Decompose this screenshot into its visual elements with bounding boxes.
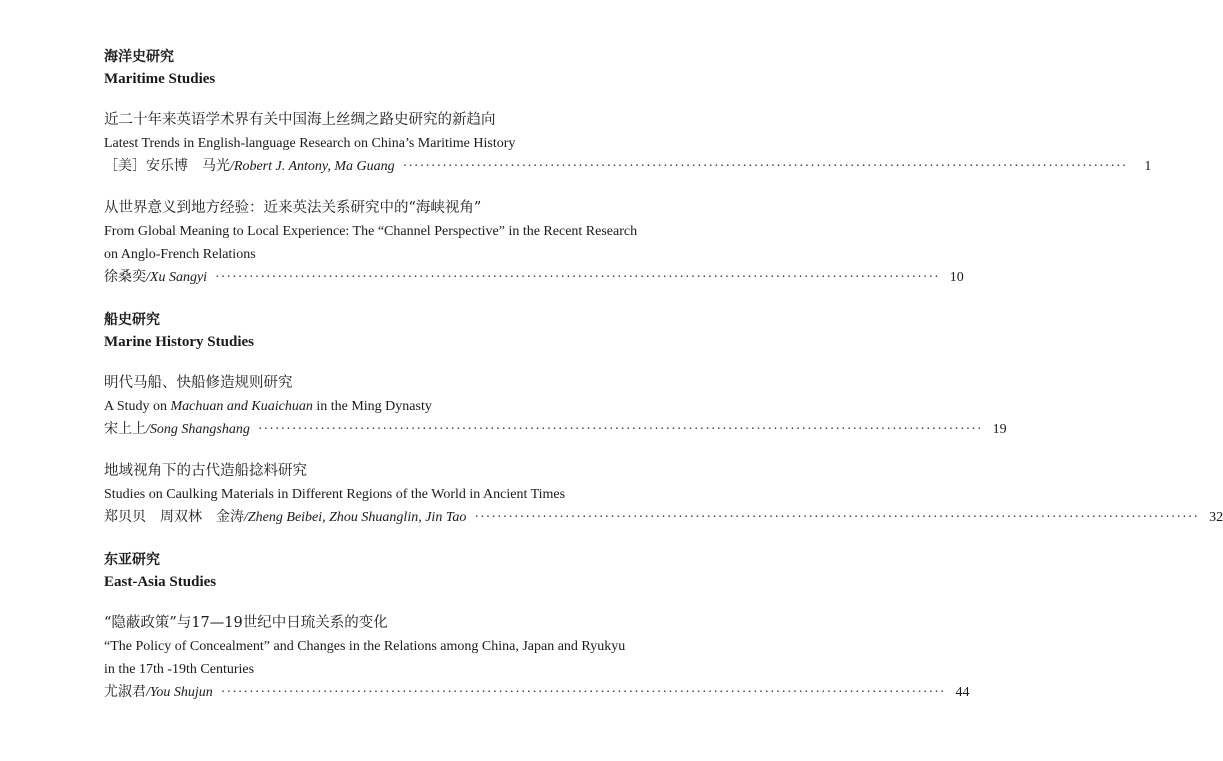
author-line	[104, 266, 964, 289]
section-title-en: East-Asia Studies	[104, 574, 217, 590]
author-line	[104, 418, 1007, 441]
article-title-en: Studies on Caulking Materials in Different Regions of the World in Ancient Times	[104, 487, 566, 502]
article-title-en: “The Policy of Concealment” and Changes in the Relations among China, Japan and Ryukyu	[104, 639, 626, 654]
section-title-en: Maritime Studies	[104, 71, 216, 87]
author-en: /Robert J. Antony, Ma Guang	[230, 159, 395, 174]
article-title-cn: 明代马船、快船修造规则研究	[104, 375, 293, 391]
author-line	[104, 155, 1152, 178]
article-title-en: Latest Trends in English-language Research on China’s Maritime History	[104, 136, 516, 151]
toc-entry[interactable]	[104, 371, 1007, 441]
author-en: /Xu Sangyi	[146, 270, 208, 285]
page-number: 32	[1209, 510, 1223, 525]
section-maritime-studies	[104, 46, 1152, 289]
author-en: /You Shujun	[146, 685, 213, 700]
article-title-en-cont: on Anglo-French Relations	[104, 247, 256, 262]
author-cn: 郑贝贝 周双林 金涛	[104, 509, 244, 525]
leader-dots: ································································································································	[257, 422, 983, 437]
author-en: /Zheng Beibei, Zhou Shuanglin, Jin Tao	[244, 510, 467, 525]
section-title-cn: 船史研究	[104, 312, 160, 328]
leader-dots: ································································································································	[474, 510, 1200, 525]
section-marine-history-studies	[104, 309, 1223, 529]
author-line	[104, 681, 970, 704]
author-line	[104, 506, 1223, 529]
leader-dots: ································································································································	[220, 685, 946, 700]
article-title-en-cont: in the 17th -19th Centuries	[104, 662, 255, 677]
page-number: 1	[1144, 159, 1152, 174]
article-title-cn: 地域视角下的古代造船捻料研究	[104, 463, 307, 479]
author-cn: 徐桑奕	[104, 269, 146, 285]
leader-dots: ································································································································	[402, 159, 1128, 174]
author-cn: 宋上上	[104, 421, 146, 437]
leader-dots: ································································································································	[215, 270, 940, 285]
title-en-post: in the Ming Dynasty	[312, 399, 432, 414]
page-number: 19	[992, 422, 1007, 437]
author-en: /Song Shangshang	[146, 422, 250, 437]
article-title-en: From Global Meaning to Local Experience: The “Channel Perspective” in the Recent Research	[104, 224, 638, 239]
table-of-contents	[104, 46, 1223, 724]
toc-entry[interactable]	[104, 108, 1152, 178]
author-cn: 尤淑君	[104, 684, 146, 700]
article-title-cn: 近二十年来英语学术界有关中国海上丝绸之路史研究的新趋向	[104, 112, 496, 128]
toc-entry[interactable]	[104, 459, 1223, 529]
section-title-cn: 海洋史研究	[104, 49, 174, 65]
title-en-italic: Machuan and Kuaichuan	[170, 399, 313, 414]
page-number: 10	[949, 270, 964, 285]
section-title-cn: 东亚研究	[104, 552, 160, 568]
article-title-en	[104, 395, 804, 418]
section-east-asia-studies	[104, 549, 970, 704]
toc-entry[interactable]	[104, 611, 970, 704]
section-title-en: Marine History Studies	[104, 334, 254, 350]
article-title-cn: “隐蔽政策”与17—19世纪中日琉关系的变化	[104, 615, 388, 631]
title-en-pre: A Study on	[104, 399, 171, 414]
article-title-cn: 从世界意义到地方经验：近来英法关系研究中的“海峡视角”	[104, 200, 482, 216]
toc-entry[interactable]	[104, 196, 964, 289]
page-number: 44	[955, 685, 970, 700]
author-cn: ［美］安乐博 马光	[104, 158, 230, 174]
